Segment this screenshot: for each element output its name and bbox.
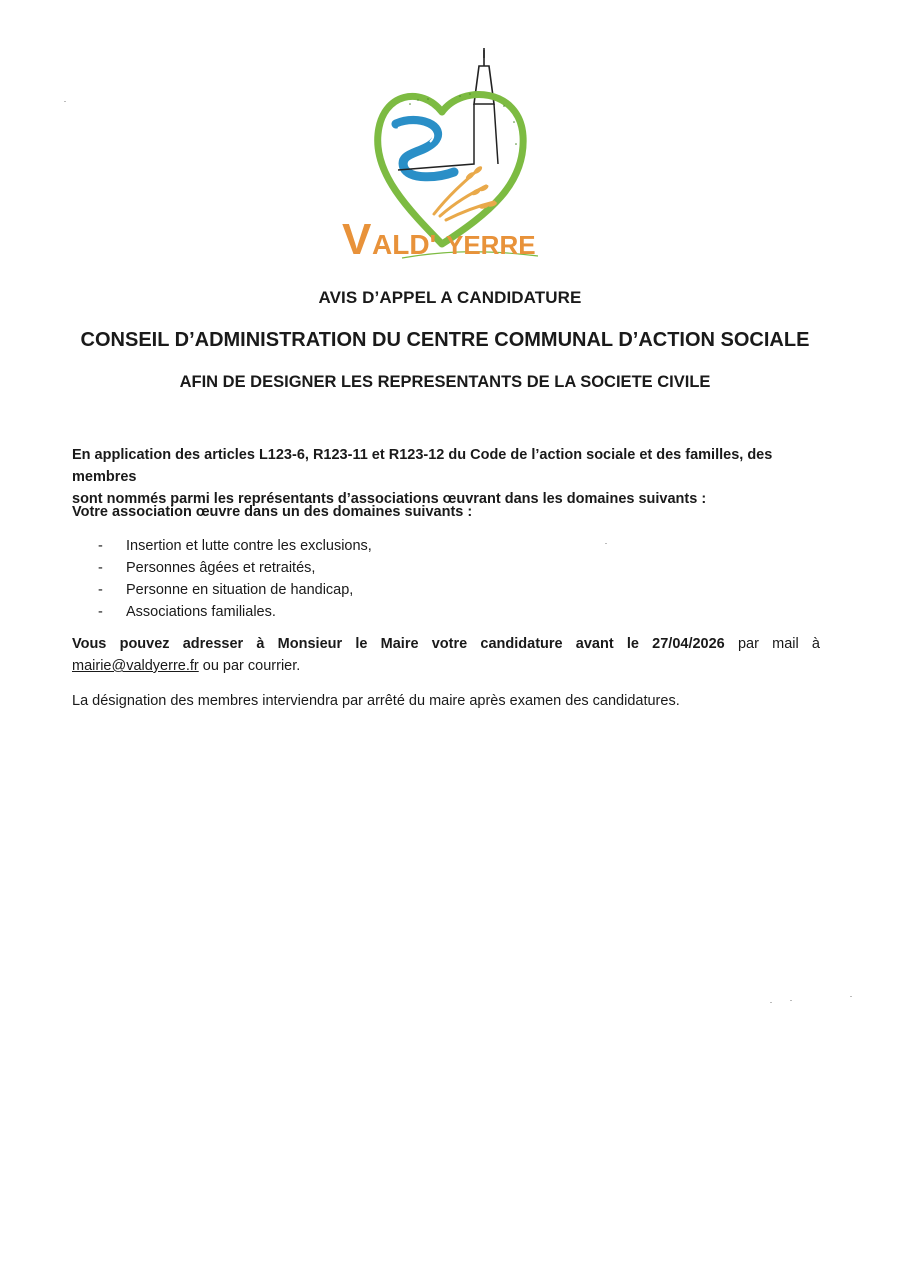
list-bullet: -	[98, 582, 103, 598]
list-item	[72, 535, 772, 557]
domains-question: Votre association œuvre dans un des domaines suivants :	[72, 504, 473, 520]
list-bullet: -	[98, 604, 103, 620]
scan-speck	[850, 996, 852, 997]
candidature-deadline: Vous pouvez adresser à Monsieur le Maire votre candidature avant le 27/04/2026	[72, 636, 725, 652]
logo-wordmark	[338, 44, 553, 269]
council-title: CONSEIL D’ADMINISTRATION DU CENTRE COMMUNAL D’ACTION SOCIALE	[80, 329, 810, 351]
logo-text-ald: ALD'	[372, 229, 437, 260]
domains-list	[72, 535, 772, 623]
list-bullet: -	[98, 538, 103, 554]
purpose-subtitle: AFIN DE DESIGNER LES REPRESENTANTS DE LA SOCIETE CIVILE	[179, 373, 711, 391]
list-item	[72, 601, 772, 623]
scan-speck	[790, 1000, 792, 1001]
list-item	[72, 579, 772, 601]
logo-letter-v: V	[342, 215, 372, 264]
list-item-text: Insertion et lutte contre les exclusions,	[126, 538, 372, 554]
scan-speck	[64, 101, 66, 102]
intro-line-1: En application des articles L123-6, R123-11 et R123-12 du Code de l’action sociale et des familles, des membres	[72, 447, 773, 485]
notice-title: AVIS D’APPEL A CANDIDATURE	[318, 288, 582, 307]
email-link[interactable]: mairie@valdyerre.fr	[72, 658, 199, 674]
logo-text-yerre: YERRE	[446, 230, 536, 260]
list-item-text: Personne en situation de handicap,	[126, 582, 354, 598]
candidature-by-post: ou par courrier.	[198, 658, 301, 674]
candidature-by-mail: par mail à	[724, 636, 820, 652]
candidature-paragraph	[72, 633, 820, 677]
list-item	[72, 557, 772, 579]
scan-speck	[770, 1002, 772, 1003]
intro-line-2: sont nommés parmi les représentants d’associations œuvrant dans les domaines suivants :	[72, 491, 707, 507]
list-item-text: Associations familiales.	[126, 604, 276, 620]
valdyerre-logo	[338, 44, 553, 269]
list-item-text: Personnes âgées et retraités,	[126, 560, 316, 576]
scan-speck	[605, 543, 607, 544]
designation-paragraph: La désignation des membres interviendra par arrêté du maire après examen des candidatures.	[72, 693, 680, 709]
list-bullet: -	[98, 560, 103, 576]
